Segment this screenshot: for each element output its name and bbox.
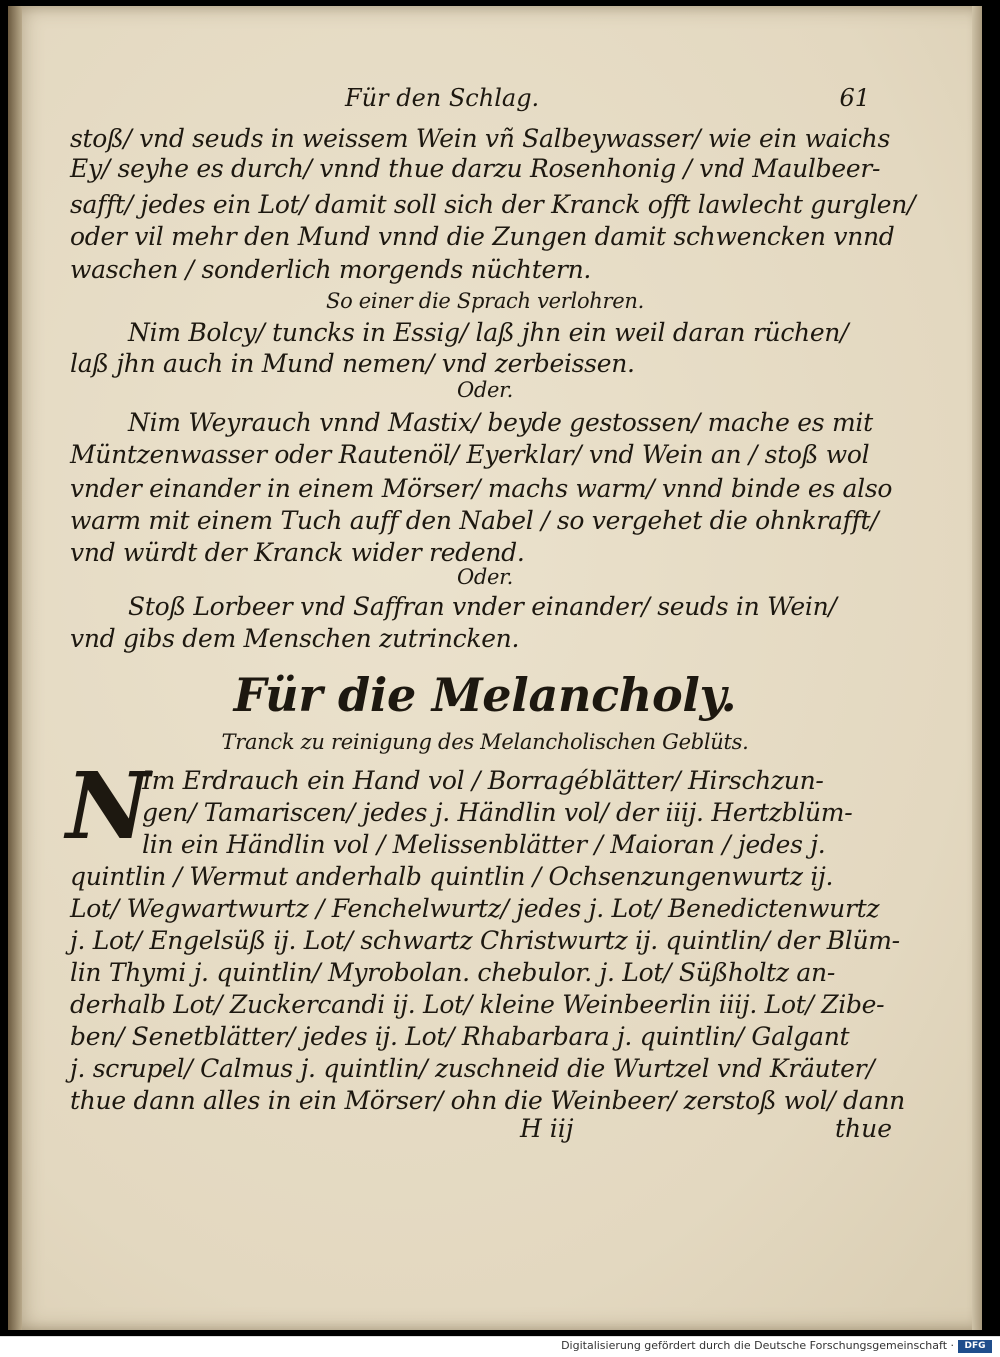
heading-sprach: So einer die Sprach verlohren.: [325, 289, 644, 313]
dfg-logo-icon: DFG: [958, 1340, 992, 1353]
text-line: safft/ jedes ein Lot/ damit soll sich der Kranck offt lawlecht gurglen/: [70, 190, 916, 219]
text-line: Stoß Lorbeer vnd Saffran vnder einander/ seuds in Wein/: [128, 592, 837, 621]
page-edge: [972, 6, 982, 1330]
catchword: thue: [834, 1114, 892, 1143]
text-line: Müntzenwasser oder Rautenöl/ Eyerklar/ vnd Wein an / stoß wol: [70, 440, 870, 469]
text-line: quintlin / Wermut anderhalb quintlin / Ochsenzungenwurtz ij.: [70, 862, 834, 891]
text-line: laß jhn auch in Mund nemen/ vnd zerbeissen.: [70, 349, 635, 378]
section-title: Für die Melancholy.: [233, 668, 737, 722]
page-footer-line: [70, 1114, 900, 1148]
text-line: thue dann alles in ein Mörser/ ohn die Weinbeer/ zerstoß wol/ dann: [70, 1086, 905, 1115]
text-line: Im Erdrauch ein Hand vol / Borragéblätter/ Hirschzun-: [142, 766, 824, 795]
text-line: vnd würdt der Kranck wider redend.: [70, 538, 525, 567]
decorated-initial: N: [66, 752, 151, 860]
page-spine-shadow: [8, 6, 22, 1330]
text-line: warm mit einem Tuch auff den Nabel / so vergehet die ohnkrafft/: [70, 506, 879, 535]
text-line: stoß/ vnd seuds in weissem Wein vñ Salbeywasser/ wie ein waichs: [70, 124, 891, 153]
text-line: lin ein Händlin vol / Melissenblätter / Maioran / jedes j.: [142, 830, 826, 859]
text-line: derhalb Lot/ Zuckercandi ij. Lot/ kleine Weinbeerlin iiij. Lot/ Zibe-: [70, 990, 885, 1019]
text-line: Nim Bolcy/ tuncks in Essig/ laß jhn ein weil daran rüchen/: [128, 318, 849, 347]
text-line: gen/ Tamariscen/ jedes j. Händlin vol/ der iiij. Hertzblüm-: [142, 798, 853, 827]
text-line: Ey/ seyhe es durch/ vnnd thue darzu Rosenhonig / vnd Maulbeer-: [70, 154, 881, 183]
oder-heading: Oder.: [457, 378, 513, 402]
footer-credit: Digitalisierung gefördert durch die Deutsche Forschungsgemeinschaft ·: [561, 1339, 954, 1352]
oder-heading: Oder.: [457, 565, 513, 589]
running-head: Für den Schlag.: [345, 84, 540, 112]
text-line: oder vil mehr den Mund vnnd die Zungen damit schwencken vnnd: [70, 222, 895, 251]
folio-number: 61: [839, 84, 870, 112]
text-line: Nim Weyrauch vnnd Mastix/ beyde gestossen/ mache es mit: [128, 408, 873, 437]
book-page: [8, 6, 982, 1330]
text-line: j. scrupel/ Calmus j. quintlin/ zuschneid die Wurtzel vnd Kräuter/: [70, 1054, 875, 1083]
text-line: ben/ Senetblätter/ jedes ij. Lot/ Rhabarbara j. quintlin/ Galgant: [70, 1022, 850, 1051]
digitization-footer: [0, 1336, 1000, 1357]
text-line: Lot/ Wegwartwurtz / Fenchelwurtz/ jedes j. Lot/ Benedictenwurtz: [70, 894, 880, 923]
text-line: lin Thymi j. quintlin/ Myrobolan. chebulor. j. Lot/ Süßholtz an-: [70, 958, 835, 987]
text-line: vnd gibs dem Menschen zutrincken.: [70, 624, 520, 653]
text-line: waschen / sonderlich morgends nüchtern.: [70, 255, 592, 284]
text-line: vnder einander in einem Mörser/ machs warm/ vnnd binde es also: [70, 474, 893, 503]
text-line: j. Lot/ Engelsüß ij. Lot/ schwartz Christwurtz ij. quintlin/ der Blüm-: [70, 926, 900, 955]
section-subtitle: Tranck zu reinigung des Melancholischen Geblüts.: [221, 730, 749, 754]
signature-mark: H iij: [520, 1114, 574, 1143]
page-header: [70, 84, 900, 116]
